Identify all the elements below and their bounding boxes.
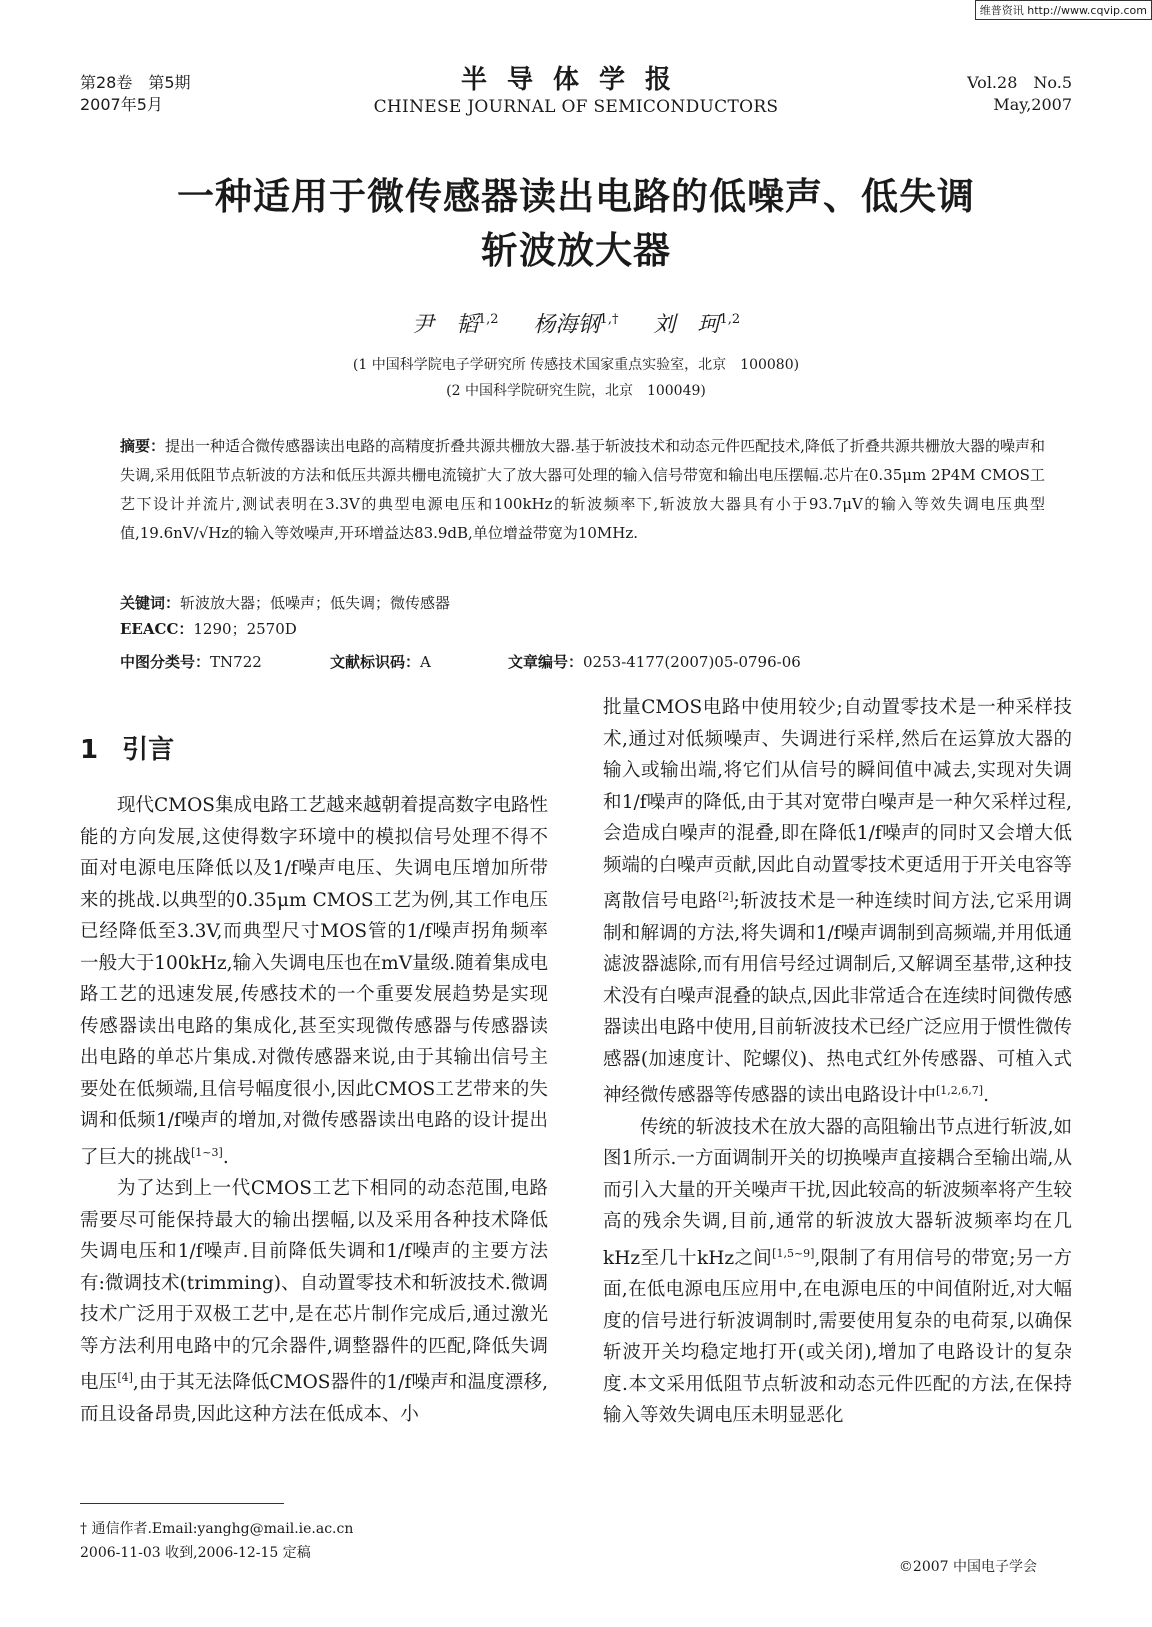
author-name: 杨海钢: [533, 312, 600, 338]
abstract-text: 提出一种适合微传感器读出电路的高精度折叠共源共栅放大器.基于斩波技术和动态元件匹配技术,降低了折叠共源共栅放大器的噪声和失调,采用低阻节点斩波的方法和低压共源共栅电流镜扩大了放大器可处理的输入信号带宽和输出电压摆幅.芯片在0.35μm 2P4M CMOS工艺下设计并流片,测试表明在3.3V的典型电源电压和100kHz的斩波频率下,斩波放大器具有小于93.7μV的输入等效失调电压典型值,19.6nV/√Hz的输入等效噪声,开环增益达83.9dB,单位增益带宽为10MHz.: [120, 437, 1045, 542]
paragraph: [603, 1112, 1072, 1432]
keywords-block: [120, 590, 1045, 642]
paragraph-text: 传统的斩波技术在放大器的高阻输出节点进行斩波,如图1所示.一方面调制开关的切换噪声直接耦合至输出端,从而引入大量的开关噪声干扰,因此较高的斩波频率将产生较高的残余失调,目前,通常的斩波放大器斩波频率均在几kHz至几十kHz之间: [603, 1116, 1072, 1269]
journal-name-cn: 半导体学报: [460, 65, 691, 95]
affiliations: [0, 352, 1152, 404]
section-heading: [80, 733, 174, 767]
volume-issue-en: Vol.28 No.5: [967, 73, 1072, 92]
clc-label: 中图分类号：: [120, 653, 211, 671]
paper-title: [0, 170, 1152, 278]
date-cn: 2007年5月: [80, 95, 163, 114]
paragraph: [80, 1173, 548, 1430]
author-affil-mark: 1,2: [477, 312, 499, 327]
corresponding-author: † 通信作者.Email:yanghg@mail.ie.ac.cn: [80, 1521, 354, 1537]
citation: [2]: [717, 890, 734, 903]
paragraph: [80, 790, 548, 1173]
paragraph-text: ;斩波技术是一种连续时间方法,它采用调制和解调的方法,将失调和1/f噪声调制到高频端,并用低通滤波器滤除,而有用信号经过调制后,又解调至基带,这种技术没有白噪声混叠的缺点,因此非常适合在连续时间微传感器读出电路中使用,目前斩波技术已经广泛应用于惯性微传感器(加速度计、陀螺仪)、热电式红外传感器、可植入式神经微传感器等传感器的读出电路设计中: [603, 891, 1072, 1107]
footnote-rule: [80, 1503, 284, 1504]
doc-code-item: [330, 649, 508, 675]
citation: [1,2,6,7]: [936, 1084, 984, 1098]
footnote: [80, 1517, 353, 1565]
abstract: [120, 432, 1045, 548]
keywords-label: 关键词：: [120, 594, 181, 612]
classification-row: [120, 649, 801, 675]
paragraph-text: 批量CMOS电路中使用较少;自动置零技术是一种采样技术,通过对低频噪声、失调进行采样,然后在运算放大器的输入或输出端,将它们从信号的瞬间值中减去,实现对失调和1/f噪声的降低,由于其对宽带白噪声是一种欠采样过程,会造成白噪声的混叠,即在降低1/f噪声的同时又会增大低频端的白噪声贡献,因此自动置零技术更适用于开关电容等离散信号电路: [603, 697, 1072, 913]
paragraph-text: .: [983, 1085, 989, 1107]
paragraph-text: .: [222, 1146, 229, 1168]
eeacc-row: [120, 616, 1045, 642]
citation: [1,5~9]: [772, 1246, 815, 1260]
citation: [1~3]: [191, 1145, 223, 1159]
keywords-text: 斩波放大器；低噪声；低失调；微传感器: [180, 594, 451, 612]
received-dates: 2006-11-03 收到,2006-12-15 定稿: [80, 1545, 311, 1561]
volume-issue-cn: 第28卷 第5期: [80, 73, 191, 92]
author-affil-mark: 1,†: [599, 312, 619, 327]
doc-code-label: 文献标识码：: [330, 653, 421, 671]
affiliation-1: (1 中国科学院电子学研究所 传感技术国家重点实验室，北京 100080): [352, 357, 800, 373]
clc-value: TN722: [210, 653, 262, 671]
watermark: 维普资讯 http://www.cqvip.com: [975, 0, 1152, 20]
author-name: 尹 韬: [411, 312, 478, 338]
copyright: ©2007 中国电子学会: [898, 1559, 1037, 1575]
abstract-label: 摘要：: [120, 437, 166, 455]
paragraph-text: 现代CMOS集成电路工艺越来越朝着提高数字电路性能的方向发展,这使得数字环境中的模拟信号处理不得不面对电源电压降低以及1/f噪声电压、失调电压增加所带来的挑战.以典型的0.35μm CMOS工艺为例,其工作电压已经降低至3.3V,而典型尺寸MOS管的1/f噪声拐角频率一般大于100kHz,输入失调电压也在mV量级.随着集成电路工艺的迅速发展,传感技术的一个重要发展趋势是实现传感器读出电路的集成化,甚至实现微传感器与传感器读出电路的单芯片集成.对微传感器来说,由于其输出信号主要处在低频端,且信号幅度很小,因此CMOS工艺带来的失调和低频1/f噪声的增加,对微传感器读出电路的设计提出了巨大的挑战: [80, 795, 548, 1168]
right-column: [603, 692, 1072, 1432]
author-name: 刘 珂: [653, 312, 720, 338]
doc-code-value: A: [420, 653, 431, 671]
left-column: [80, 790, 548, 1430]
title-line-1: 一种适用于微传感器读出电路的低噪声、低失调: [177, 175, 975, 218]
paragraph-text: 为了达到上一代CMOS工艺下相同的动态范围,电路需要尽可能保持最大的输出摆幅,以及采用各种技术降低失调电压和1/f噪声.目前降低失调和1/f噪声的主要方法有:微调技术(trimming)、自动置零技术和斩波技术.微调技术广泛用于双极工艺中,是在芯片制作完成后,通过激光等方法利用电路中的冗余器件,调整器件的匹配,降低失调电压: [80, 1178, 548, 1394]
eeacc-text: 1290；2570D: [193, 620, 297, 638]
title-line-2: 斩波放大器: [481, 229, 671, 272]
article-no-label: 文章编号：: [508, 653, 584, 671]
affiliation-2: (2 中国科学院研究生院，北京 100049): [446, 383, 706, 399]
author-list: [0, 305, 1152, 340]
section-title: 引言: [122, 735, 175, 765]
article-no-item: [508, 649, 801, 675]
keywords-row: [120, 590, 1045, 616]
paragraph-text: ,限制了有用信号的带宽;另一方面,在低电源电压应用中,在电源电压的中间值附近,对大幅度的信号进行斩波调制时,需要使用复杂的电荷泵,以确保斩波开关均稳定地打开(或关闭),增加了电路设计的复杂度.本文采用低阻节点斩波和动态元件匹配的方法,在保持输入等效失调电压未明显恶化: [603, 1247, 1072, 1427]
article-no-value: 0253-4177(2007)05-0796-06: [583, 653, 801, 671]
date-en: May,2007: [993, 95, 1072, 114]
journal-name-en: CHINESE JOURNAL OF SEMICONDUCTORS: [373, 97, 779, 117]
header-right: [967, 72, 1072, 116]
section-number: 1: [80, 735, 99, 765]
author-affil-mark: 1,2: [719, 312, 741, 327]
citation: [4]: [117, 1371, 133, 1385]
clc-item: [120, 649, 330, 675]
paragraph-text: ,由于其无法降低CMOS器件的1/f噪声和温度漂移,而且设备昂贵,因此这种方法在低成本、小: [80, 1372, 548, 1425]
eeacc-label: EEACC：: [120, 620, 194, 638]
paragraph: [603, 692, 1072, 1112]
